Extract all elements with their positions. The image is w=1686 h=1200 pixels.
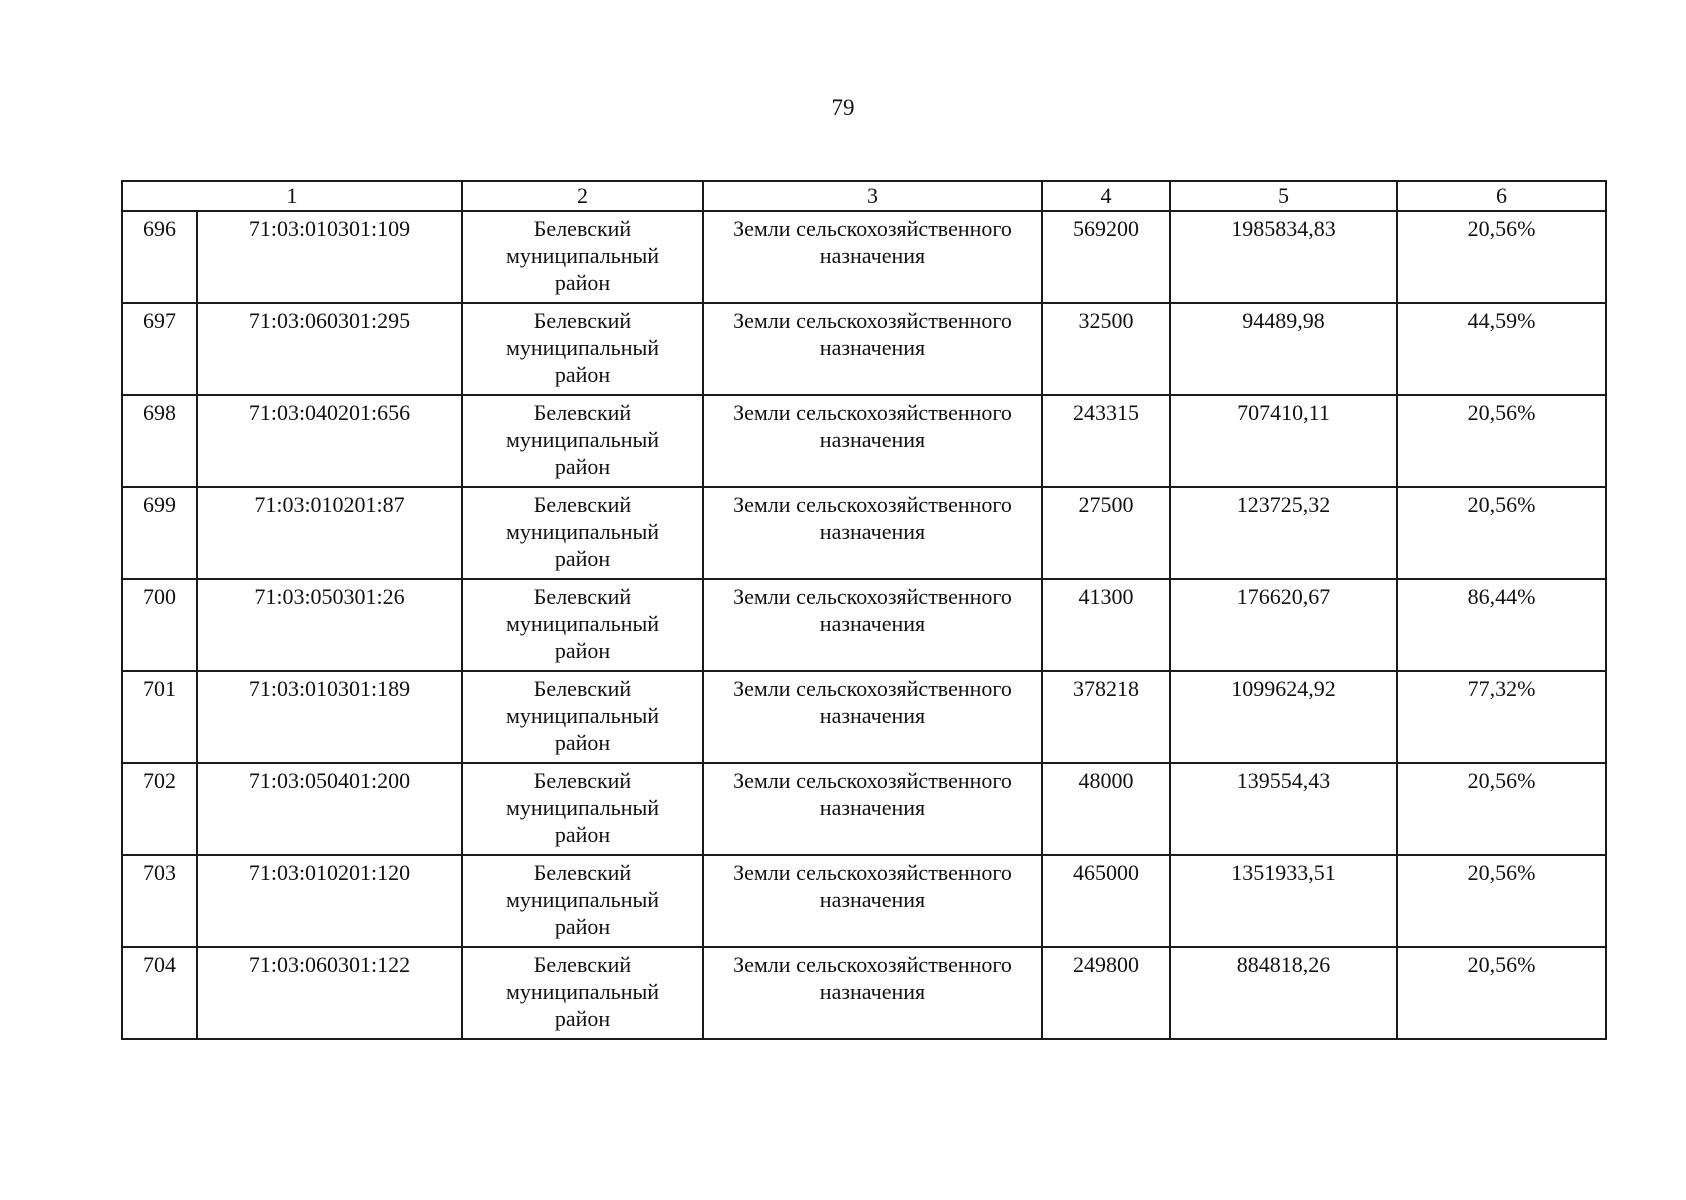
cadastral-value-cell: 1985834,83 [1170, 211, 1397, 303]
area-cell: 378218 [1042, 671, 1170, 763]
row-number-cell: 697 [122, 303, 197, 395]
land-plots-table [121, 180, 1607, 1040]
row-number-cell: 703 [122, 855, 197, 947]
area-cell: 249800 [1042, 947, 1170, 1039]
area-cell: 32500 [1042, 303, 1170, 395]
rate-cell: 20,56% [1397, 395, 1606, 487]
district-cell-line: Белевский [533, 952, 632, 977]
table-row [122, 395, 1606, 487]
district-cell-line: район [554, 546, 611, 571]
district-cell-line: муниципальный [505, 243, 660, 268]
cadastral-number-cell: 71:03:050301:26 [197, 579, 462, 671]
district-cell-line: район [554, 914, 611, 939]
district-cell-line: Белевский [533, 400, 632, 425]
district-cell [462, 211, 703, 303]
land-category-cell [703, 763, 1042, 855]
district-cell [462, 395, 703, 487]
land-category-cell [703, 303, 1042, 395]
district-cell-line: Белевский [533, 308, 632, 333]
row-number-cell: 701 [122, 671, 197, 763]
cadastral-value-cell: 123725,32 [1170, 487, 1397, 579]
cadastral-value-cell: 707410,11 [1170, 395, 1397, 487]
table-row [122, 947, 1606, 1039]
land-category-cell-line: Земли сельскохозяйственного [733, 860, 1012, 885]
land-category-cell [703, 671, 1042, 763]
header-cell: 4 [1042, 181, 1170, 211]
cadastral-value-cell: 1099624,92 [1170, 671, 1397, 763]
cadastral-number-cell: 71:03:010201:87 [197, 487, 462, 579]
district-cell [462, 855, 703, 947]
cadastral-number-cell: 71:03:060301:122 [197, 947, 462, 1039]
area-cell: 569200 [1042, 211, 1170, 303]
land-category-cell-line: Земли сельскохозяйственного [733, 768, 1012, 793]
land-category-cell-line: назначения [819, 427, 926, 452]
land-category-cell [703, 947, 1042, 1039]
district-cell-line: муниципальный [505, 427, 660, 452]
land-category-cell-line: назначения [819, 243, 926, 268]
district-cell-line: муниципальный [505, 703, 660, 728]
cadastral-number-cell: 71:03:010201:120 [197, 855, 462, 947]
cadastral-number-cell: 71:03:050401:200 [197, 763, 462, 855]
table-row [122, 211, 1606, 303]
district-cell [462, 763, 703, 855]
rate-cell: 20,56% [1397, 855, 1606, 947]
land-category-cell-line: назначения [819, 611, 926, 636]
land-category-cell [703, 579, 1042, 671]
area-cell: 243315 [1042, 395, 1170, 487]
land-category-cell-line: назначения [819, 887, 926, 912]
land-category-cell-line: назначения [819, 335, 926, 360]
district-cell-line: район [554, 454, 611, 479]
cadastral-number-cell: 71:03:010301:109 [197, 211, 462, 303]
district-cell-line: район [554, 362, 611, 387]
area-cell: 41300 [1042, 579, 1170, 671]
land-category-cell-line: Земли сельскохозяйственного [733, 584, 1012, 609]
row-number-cell: 698 [122, 395, 197, 487]
rate-cell: 20,56% [1397, 947, 1606, 1039]
district-cell [462, 671, 703, 763]
land-category-cell-line: Земли сельскохозяйственного [733, 216, 1012, 241]
land-category-cell-line: Земли сельскохозяйственного [733, 308, 1012, 333]
table-header-row [122, 181, 1606, 211]
district-cell-line: Белевский [533, 216, 632, 241]
row-number-cell: 702 [122, 763, 197, 855]
district-cell-line: район [554, 730, 611, 755]
land-category-cell-line: назначения [819, 519, 926, 544]
land-category-cell [703, 487, 1042, 579]
district-cell [462, 487, 703, 579]
district-cell [462, 579, 703, 671]
header-cell: 6 [1397, 181, 1606, 211]
header-cell: 2 [462, 181, 703, 211]
district-cell [462, 947, 703, 1039]
table-body [122, 181, 1606, 1039]
district-cell-line: район [554, 270, 611, 295]
land-category-cell-line: назначения [819, 979, 926, 1004]
district-cell-line: Белевский [533, 676, 632, 701]
district-cell-line: Белевский [533, 860, 632, 885]
rate-cell: 20,56% [1397, 763, 1606, 855]
header-cell: 3 [703, 181, 1042, 211]
cadastral-number-cell: 71:03:010301:189 [197, 671, 462, 763]
row-number-cell: 699 [122, 487, 197, 579]
land-category-cell-line: Земли сельскохозяйственного [733, 492, 1012, 517]
district-cell-line: район [554, 638, 611, 663]
table-row [122, 763, 1606, 855]
row-number-cell: 700 [122, 579, 197, 671]
table-row [122, 303, 1606, 395]
cadastral-number-cell: 71:03:040201:656 [197, 395, 462, 487]
row-number-cell: 704 [122, 947, 197, 1039]
area-cell: 27500 [1042, 487, 1170, 579]
district-cell-line: муниципальный [505, 979, 660, 1004]
cadastral-value-cell: 139554,43 [1170, 763, 1397, 855]
district-cell-line: район [554, 822, 611, 847]
page-number: 79 [831, 95, 855, 120]
header-cell: 1 [122, 181, 462, 211]
cadastral-value-cell: 1351933,51 [1170, 855, 1397, 947]
land-category-cell [703, 211, 1042, 303]
land-category-cell-line: назначения [819, 703, 926, 728]
area-cell: 465000 [1042, 855, 1170, 947]
table-row [122, 671, 1606, 763]
district-cell-line: Белевский [533, 768, 632, 793]
cadastral-value-cell: 94489,98 [1170, 303, 1397, 395]
table-row [122, 579, 1606, 671]
land-category-cell [703, 855, 1042, 947]
district-cell-line: муниципальный [505, 611, 660, 636]
area-cell: 48000 [1042, 763, 1170, 855]
district-cell-line: муниципальный [505, 795, 660, 820]
cadastral-value-cell: 176620,67 [1170, 579, 1397, 671]
land-category-cell-line: Земли сельскохозяйственного [733, 400, 1012, 425]
district-cell-line: Белевский [533, 584, 632, 609]
land-category-cell-line: назначения [819, 795, 926, 820]
land-category-cell [703, 395, 1042, 487]
rate-cell: 20,56% [1397, 211, 1606, 303]
rate-cell: 44,59% [1397, 303, 1606, 395]
table-row [122, 487, 1606, 579]
cadastral-value-cell: 884818,26 [1170, 947, 1397, 1039]
district-cell-line: муниципальный [505, 519, 660, 544]
district-cell-line: муниципальный [505, 887, 660, 912]
land-category-cell-line: Земли сельскохозяйственного [733, 676, 1012, 701]
district-cell-line: Белевский [533, 492, 632, 517]
district-cell [462, 303, 703, 395]
district-cell-line: район [554, 1006, 611, 1031]
row-number-cell: 696 [122, 211, 197, 303]
rate-cell: 20,56% [1397, 487, 1606, 579]
cadastral-number-cell: 71:03:060301:295 [197, 303, 462, 395]
rate-cell: 77,32% [1397, 671, 1606, 763]
district-cell-line: муниципальный [505, 335, 660, 360]
rate-cell: 86,44% [1397, 579, 1606, 671]
header-cell: 5 [1170, 181, 1397, 211]
land-category-cell-line: Земли сельскохозяйственного [733, 952, 1012, 977]
table-row [122, 855, 1606, 947]
